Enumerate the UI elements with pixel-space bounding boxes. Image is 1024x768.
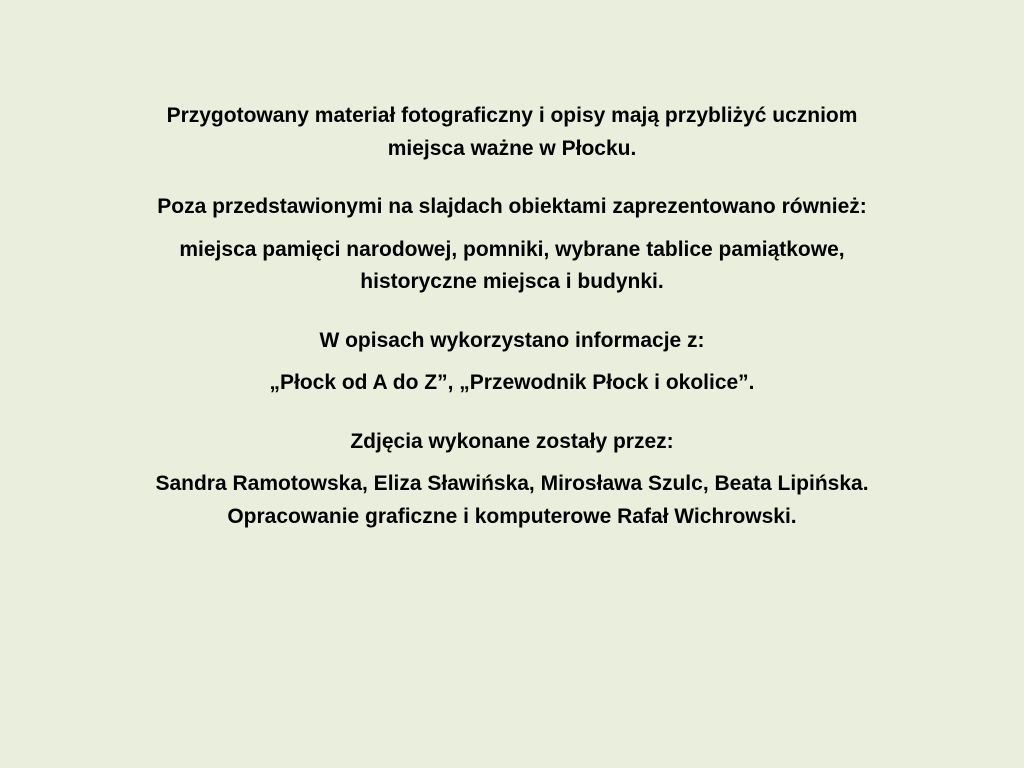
- sources-heading: W opisach wykorzystano informacje z:: [319, 328, 705, 352]
- objects-line-2: historyczne miejsca i budynki.: [360, 270, 664, 294]
- sources-line: „Płock od A do Z”, „Przewodnik Płock i okolice”.: [269, 371, 755, 395]
- slide-text-content: [70, 100, 954, 533]
- intro-line-2: miejsca ważne w Płocku.: [387, 136, 637, 160]
- credits-graphics: Opracowanie graficzne i komputerowe Rafał Wichrowski.: [227, 504, 797, 528]
- objects-line-1: miejsca pamięci narodowej, pomniki, wybrane tablice pamiątkowe,: [179, 237, 845, 261]
- intro-line-1: Przygotowany materiał fotograficzny i opisy mają przybliżyć uczniom: [166, 104, 858, 127]
- credits-text: [70, 468, 954, 533]
- spacer: [70, 299, 954, 325]
- intro-paragraph: [70, 100, 954, 165]
- objects-heading: Poza przedstawionymi na slajdach obiektami zaprezentowano również:: [157, 195, 867, 219]
- objects-description: [70, 234, 954, 299]
- spacer: [70, 400, 954, 426]
- credits-heading: Zdjęcia wykonane zostały przez:: [350, 429, 674, 453]
- credits-photographers: Sandra Ramotowska, Eliza Sławińska, Mirosława Szulc, Beata Lipińska.: [155, 472, 869, 496]
- spacer: [70, 165, 954, 191]
